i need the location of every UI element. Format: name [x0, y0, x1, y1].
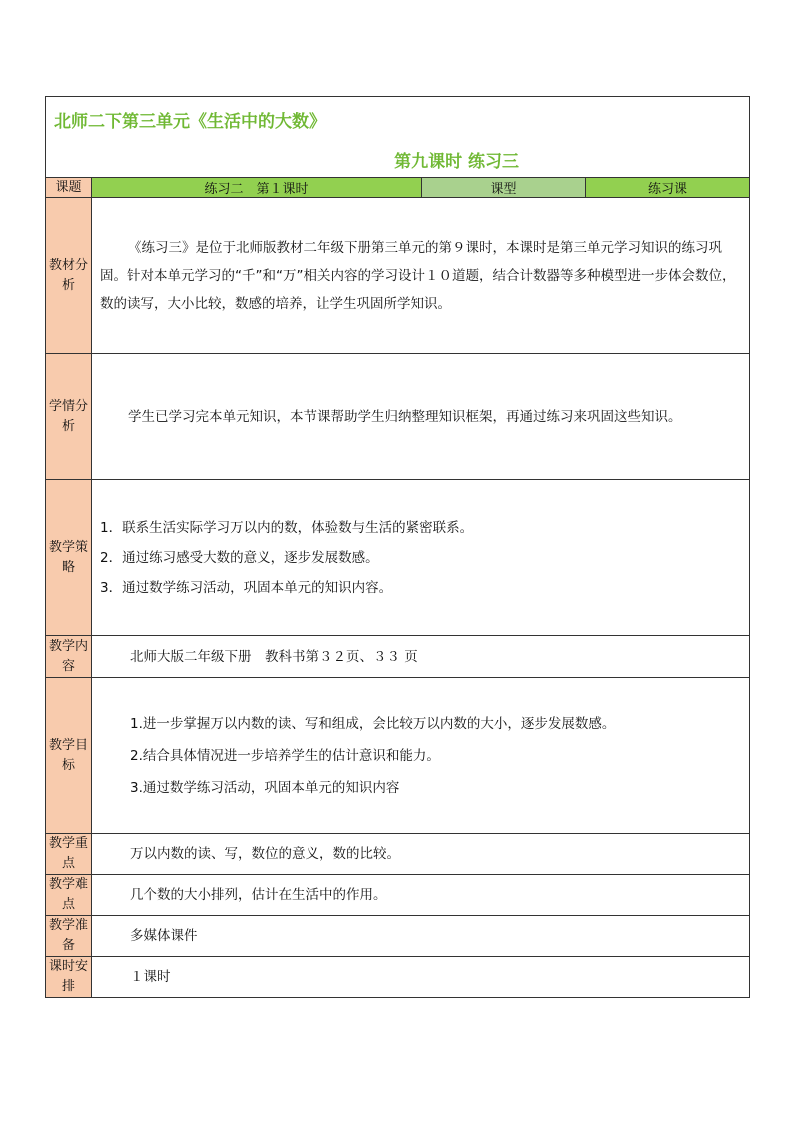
- key-points-text: 万以内数的读、写，数位的意义，数的比较。: [130, 846, 400, 862]
- schedule-label: 课时安排: [46, 957, 92, 998]
- unit-title: 北师二下第三单元《生活中的大数》: [54, 112, 326, 132]
- difficulties-cell: [92, 875, 750, 916]
- preparation-text: 多媒体课件: [130, 928, 198, 944]
- content-label: 教学内容: [46, 636, 92, 678]
- content-row: [46, 636, 750, 678]
- lesson-plan-sheet: [45, 96, 749, 998]
- key-points-cell: [92, 834, 750, 875]
- goal-item: 1.进一步掌握万以内数的读、写和组成，会比较万以内数的大小，逐步发展数感。: [130, 715, 616, 732]
- key-points-label: 教学重点: [46, 834, 92, 875]
- textbook-analysis-cell: [92, 198, 750, 354]
- topic-row: [46, 178, 750, 198]
- difficulties-row: [46, 875, 750, 916]
- student-analysis-cell: [92, 354, 750, 480]
- goal-item: 2.结合具体情况进一步培养学生的估计意识和能力。: [130, 747, 440, 764]
- student-analysis-label: 学情分析: [46, 354, 92, 480]
- goals-cell: [92, 678, 750, 834]
- goal-item: 3.通过数学练习活动，巩固本单元的知识内容: [130, 779, 400, 796]
- strategy-item: 1．联系生活实际学习万以内的数，体验数与生活的紧密联系。: [100, 519, 474, 536]
- schedule-cell: [92, 957, 750, 998]
- content-cell: [92, 636, 750, 678]
- student-analysis-row: [46, 354, 750, 480]
- strategy-label: 教学策略: [46, 480, 92, 636]
- goals-row: [46, 678, 750, 834]
- textbook-analysis-label: 教材分析: [46, 198, 92, 354]
- difficulties-label: 教学难点: [46, 875, 92, 916]
- key-points-row: [46, 834, 750, 875]
- lesson-plan-table: [45, 96, 750, 998]
- strategy-item: 3．通过数学练习活动，巩固本单元的知识内容。: [100, 579, 393, 596]
- textbook-analysis-row: [46, 198, 750, 354]
- textbook-analysis-text: 《练习三》是位于北师版教材二年级下册第三单元的第９课时，本课时是第三单元学习知识的练习巩固。针对本单元学习的“千”和“万”相关内容的学习设计１０道题，结合计数器等多种模型进一步体会数位，数的读写，大小比较，数感的培养，让学生巩固所学知识。: [100, 239, 736, 312]
- preparation-cell: [92, 916, 750, 957]
- preparation-label: 教学准备: [46, 916, 92, 957]
- type-label: 课型: [422, 178, 586, 198]
- strategy-cell: [92, 480, 750, 636]
- schedule-row: [46, 957, 750, 998]
- type-value: 练习课: [586, 178, 750, 198]
- header-cell: [46, 97, 750, 178]
- preparation-row: [46, 916, 750, 957]
- lesson-title: 第九课时 练习三: [394, 152, 519, 172]
- schedule-text: １课时: [130, 969, 171, 985]
- content-text: 北师大版二年级下册 教科书第３２页、３３ 页: [130, 648, 418, 665]
- student-analysis-text: 学生已学习完本单元知识，本节课帮助学生归纳整理知识框架，再通过练习来巩固这些知识。: [128, 408, 682, 425]
- topic-label: 课题: [46, 178, 92, 198]
- goals-label: 教学目标: [46, 678, 92, 834]
- strategy-item: 2．通过练习感受大数的意义，逐步发展数感。: [100, 549, 379, 566]
- strategy-row: [46, 480, 750, 636]
- topic-value: 练习二 第１课时: [92, 178, 422, 198]
- difficulties-text: 几个数的大小排列，估计在生活中的作用。: [130, 887, 387, 903]
